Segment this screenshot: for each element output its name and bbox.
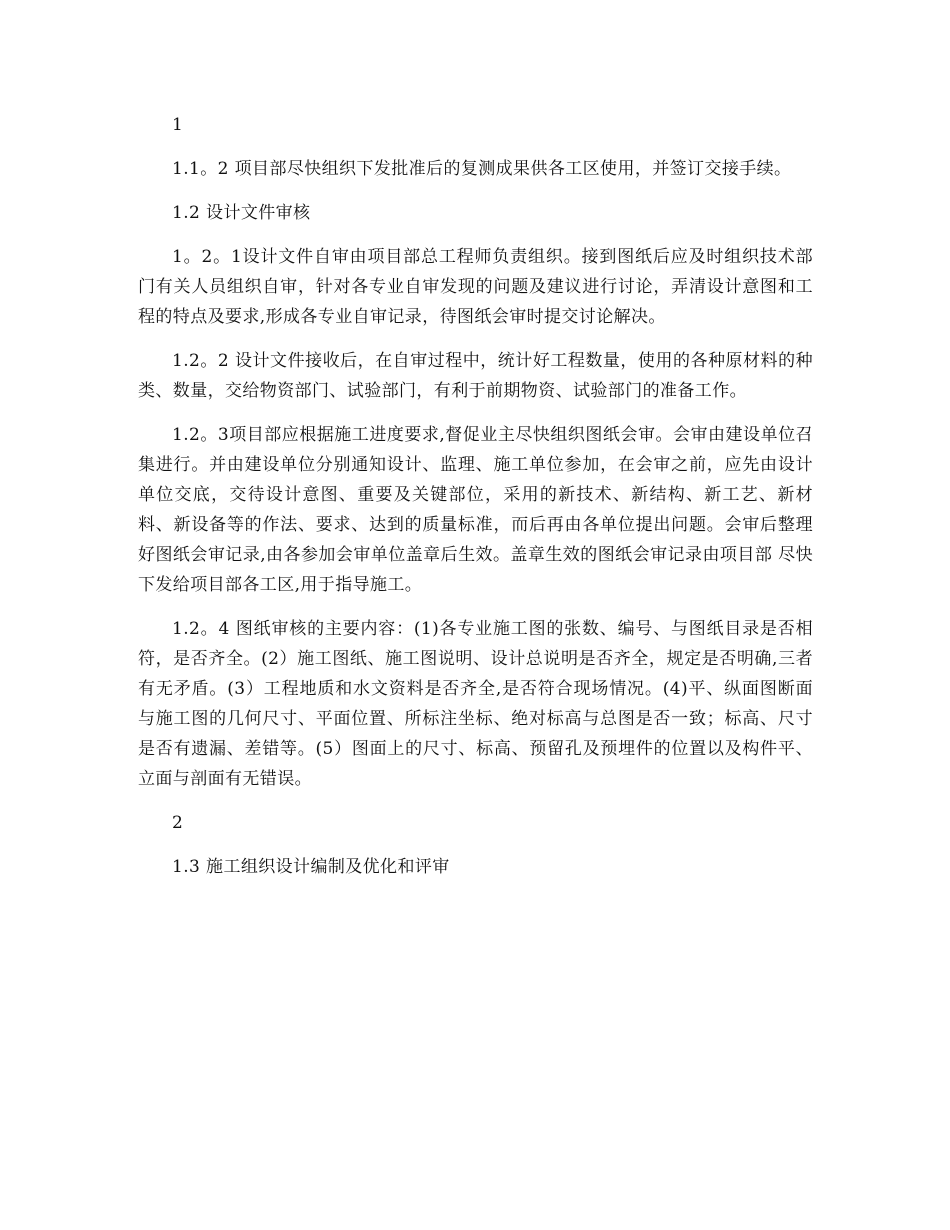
paragraph-1-2-2: 1.2。2 设计文件接收后，在自审过程中，统计好工程数量，使用的各种原材料的种类、数量，交给物资部门、试验部门，有利于前期物资、试验部门的准备工作。 <box>138 351 813 401</box>
paragraph-1-2-4: 1.2。4 图纸审核的主要内容：(1)各专业施工图的张数、编号、与图纸目录是否相符，是否齐全。(2）施工图纸、施工图说明、设计总说明是否齐全，规定是否明确,三者有无矛盾。(3）工程地质和水文资料是否齐全,是否符合现场情况。(4)平、纵面图断面与施工图的几何尺寸、平面位置、所标注坐标、绝对标高与总图是否一致；标高、尺寸是否有遗漏、差错等。(5）图面上的尺寸、标高、预留孔及预埋件的位置以及构件平、立面与剖面有无错误。 <box>138 619 813 789</box>
paragraph-1-2-3: 1.2。3项目部应根据施工进度要求,督促业主尽快组织图纸会审。会审由建设单位召集进行。并由建设单位分别通知设计、监理、施工单位参加，在会审之前，应先由设计单位交底，交待设计意图、重要及关键部位，采用的新技术、新结构、新工艺、新材料、新设备等的作法、要求、达到的质量标准，而后再由各单位提出问题。会审后整理好图纸会审记录,由各参加会审单位盖章后生效。盖章生效的图纸会审记录由项目部 尽快下发给项目部各工区,用于指导施工。 <box>138 425 813 595</box>
section-heading-1-2: 1.2 设计文件审核 <box>172 203 311 223</box>
page-number-2: 2 <box>172 813 184 833</box>
paragraph-1-2-1: 1。2。1设计文件自审由项目部总工程师负责组织。接到图纸后应及时组织技术部门有关人员组织自审，针对各专业自审发现的问题及建议进行讨论，弄清设计意图和工程的特点及要求,形成各专业自审记录，待图纸会审时提交讨论解决。 <box>138 247 813 327</box>
page-number-1: 1 <box>172 115 184 135</box>
paragraph-1-1-2: 1.1。2 项目部尽快组织下发批准后的复测成果供各工区使用，并签订交接手续。 <box>172 159 792 179</box>
document-body <box>138 110 813 896</box>
section-heading-1-3: 1.3 施工组织设计编制及优化和评审 <box>172 857 450 877</box>
